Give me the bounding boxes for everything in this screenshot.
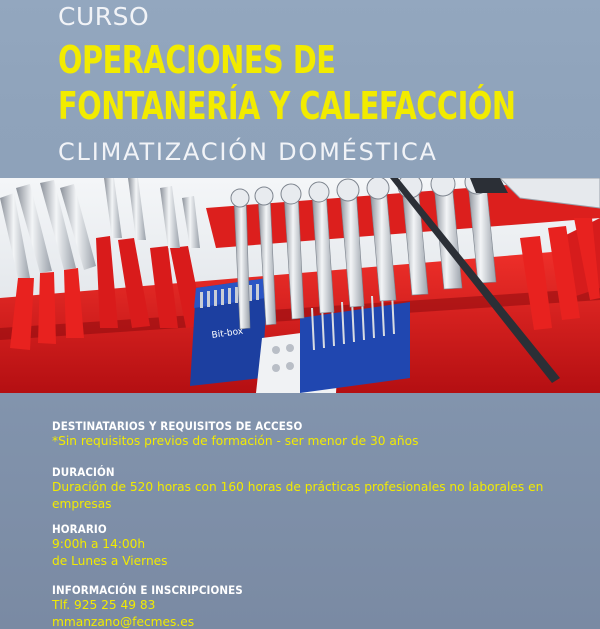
section-heading: INFORMACIÓN E INSCRIPCIONES (52, 583, 243, 597)
section-duration (52, 465, 562, 513)
course-subtitle: CLIMATIZACIÓN DOMÉSTICA (58, 138, 438, 166)
course-kicker: CURSO (58, 2, 150, 31)
section-heading: DESTINATARIOS Y REQUISITOS DE ACCESO (52, 419, 303, 433)
bit-box (190, 278, 268, 386)
bit-box-label: Bit-box (211, 326, 244, 341)
section-heading: DURACIÓN (52, 465, 115, 479)
course-title-line-1: OPERACIONES DE (58, 38, 336, 82)
course-title-line-2: FONTANERÍA Y CALEFACCIÓN (58, 84, 516, 128)
section-requirements (52, 419, 418, 450)
flyer-header (0, 0, 600, 178)
contact-email: mmanzano@fecmes.es (52, 615, 195, 629)
section-text: *Sin requisitos previos de formación - ser menor de 30 años (52, 434, 419, 448)
section-schedule (52, 522, 168, 570)
tools-illustration (0, 178, 600, 393)
section-heading: HORARIO (52, 522, 107, 536)
section-text: Duración de 520 horas con 160 horas de prácticas profesionales no laborales en empresas (52, 480, 544, 511)
section-text: 9:00h a 14:00h (52, 537, 146, 551)
section-text: de Lunes a Viernes (52, 554, 168, 568)
course-info (0, 393, 600, 629)
tools-photo (0, 178, 600, 393)
section-contact (52, 583, 243, 629)
contact-phone: Tlf. 925 25 49 83 (52, 598, 156, 612)
